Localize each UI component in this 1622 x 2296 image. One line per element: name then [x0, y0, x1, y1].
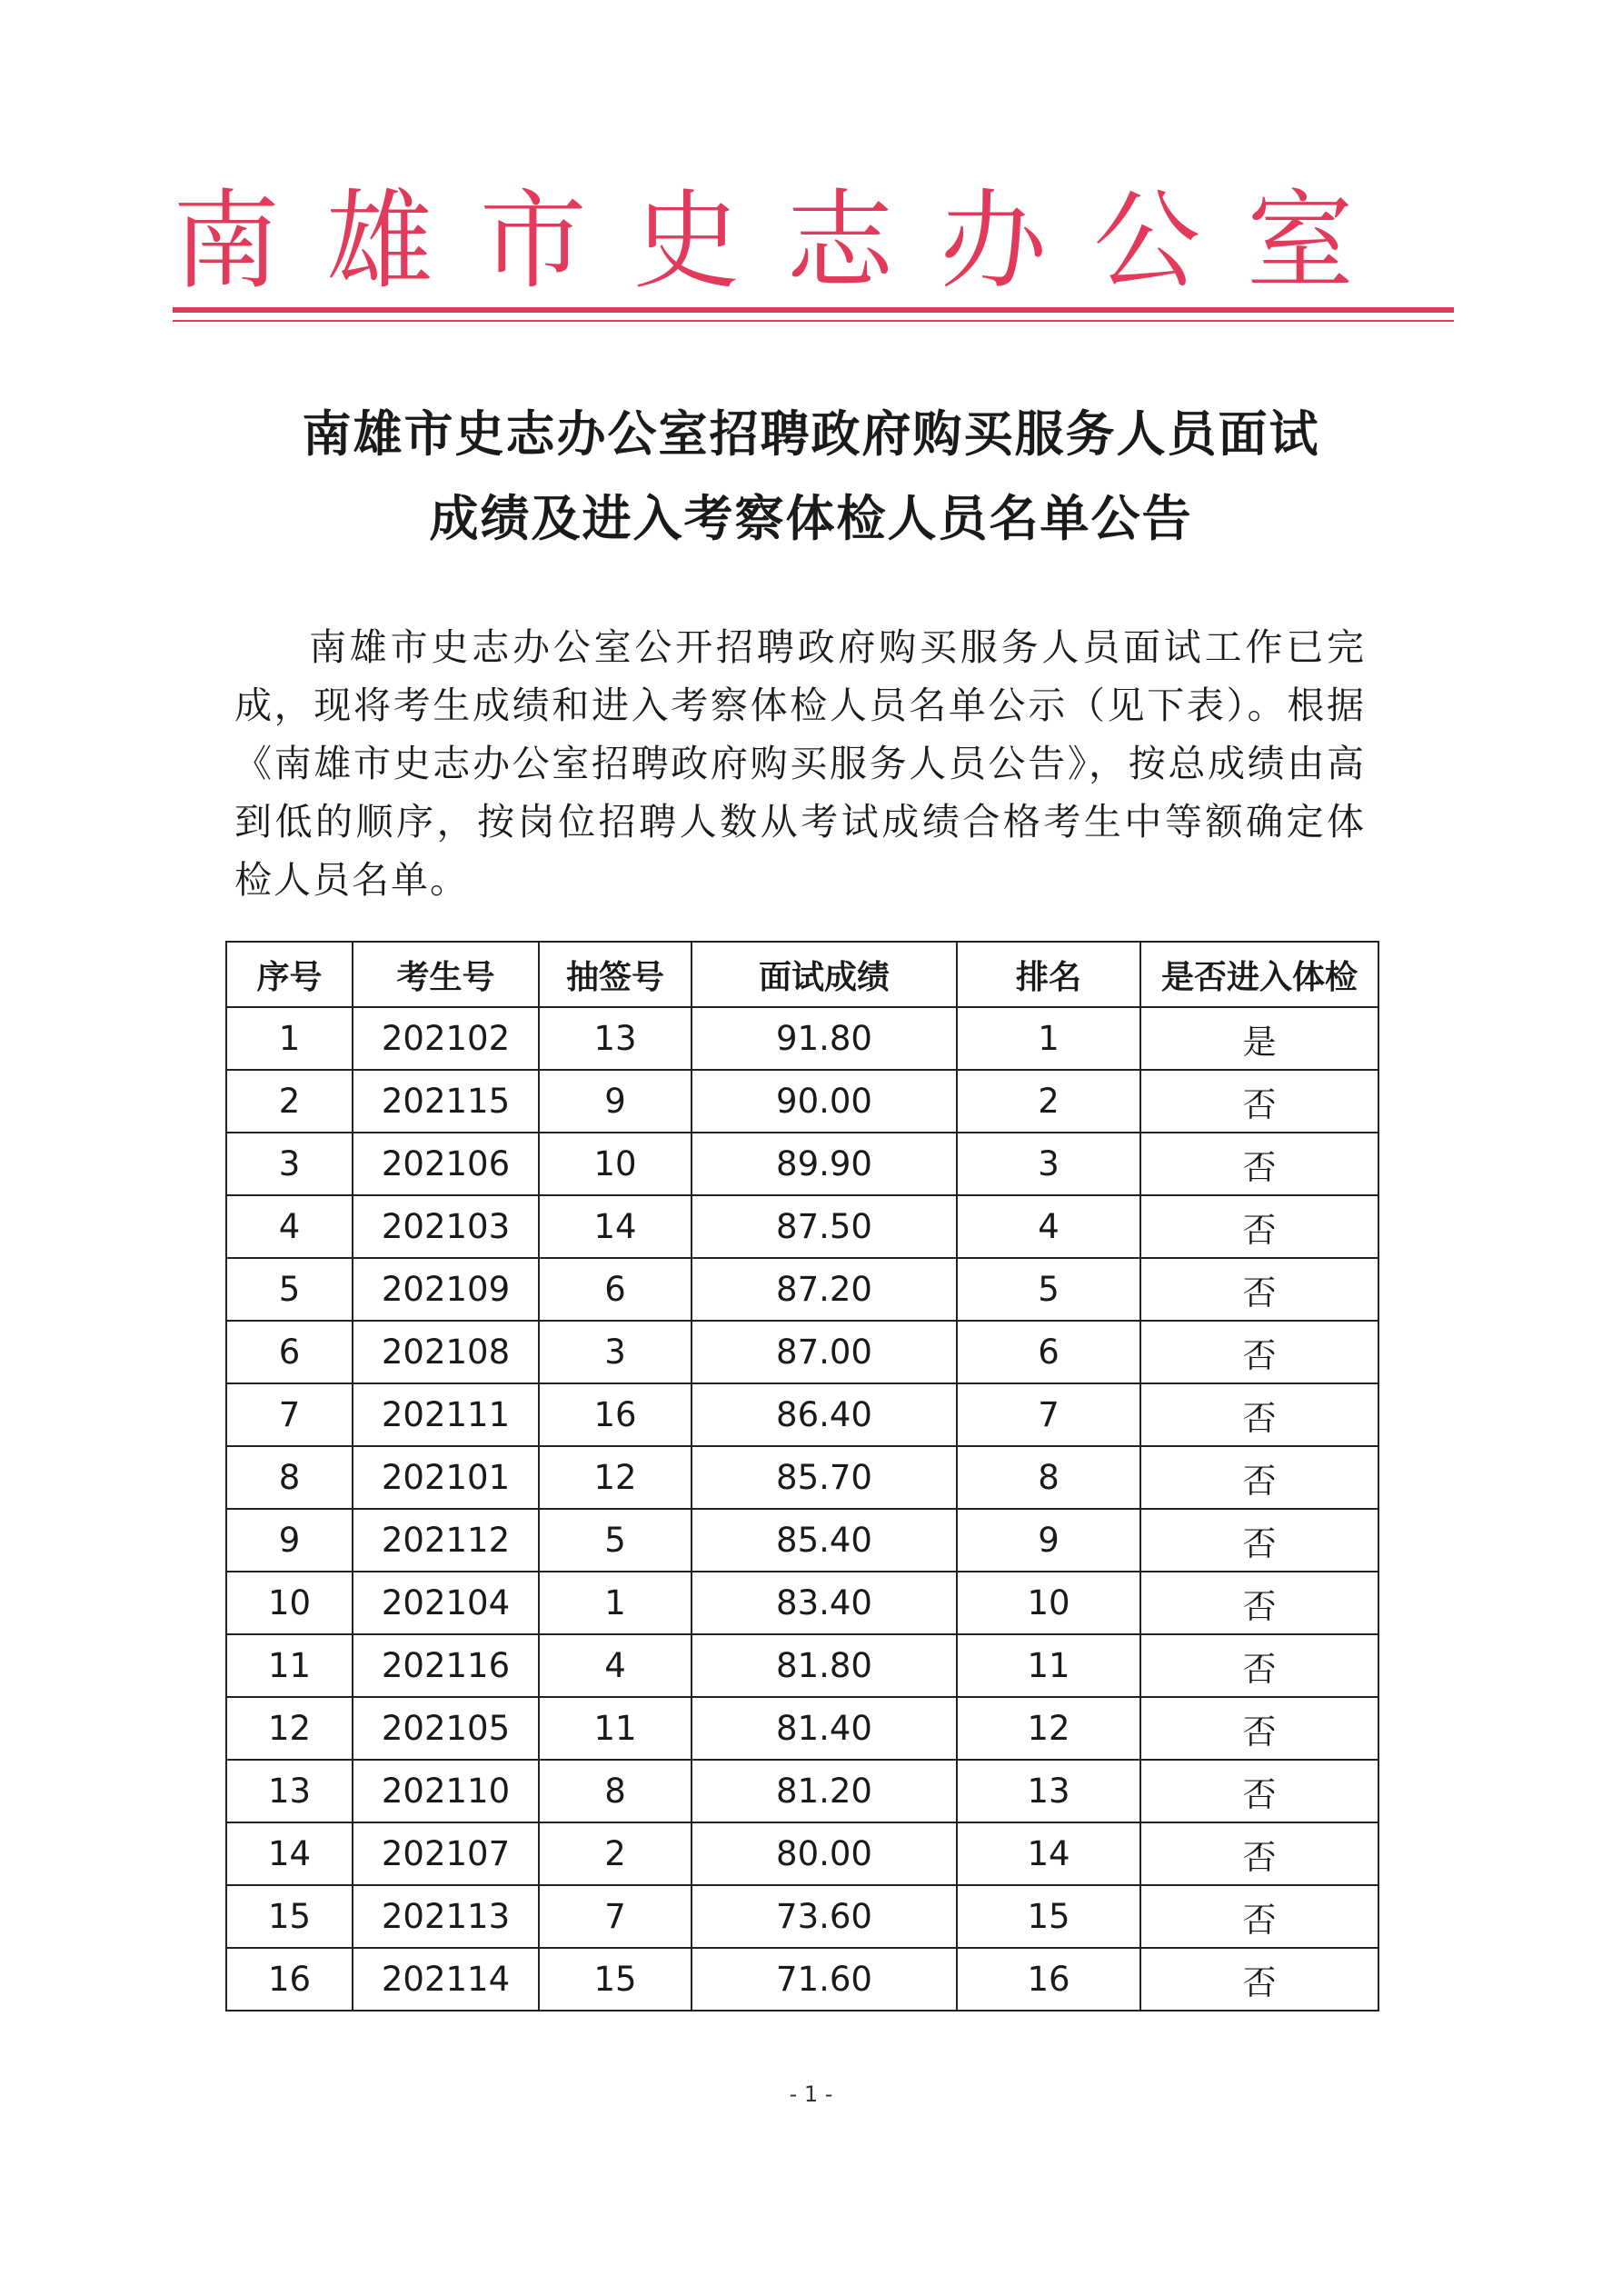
col-candidate-no-cell: 202111: [353, 1383, 539, 1446]
table-row: [226, 1070, 1378, 1133]
col-seq-cell: 6: [226, 1321, 353, 1383]
col-seq-cell: 7: [226, 1383, 353, 1446]
letterhead-char: 办: [940, 178, 1048, 304]
col-draw-no-cell: 6: [539, 1258, 692, 1321]
col-rank-cell: 7: [957, 1383, 1140, 1446]
col-draw-no-cell: 16: [539, 1383, 692, 1446]
col-draw-no-cell: 7: [539, 1885, 692, 1948]
letterhead-char: 南: [173, 178, 281, 304]
table-row: [226, 1509, 1378, 1572]
table-row: [226, 1258, 1378, 1321]
notice-title-line-1: 南雄市史志办公室招聘政府购买服务人员面试: [302, 405, 1320, 463]
col-candidate-no-cell: 202112: [353, 1509, 539, 1572]
col-draw-no-cell: 14: [539, 1195, 692, 1258]
col-draw-no-cell: 5: [539, 1509, 692, 1572]
col-interview-score-header: 面试成绩: [692, 942, 957, 1007]
col-interview-score-cell: 90.00: [692, 1070, 957, 1133]
col-candidate-no-cell: 202108: [353, 1321, 539, 1383]
col-interview-score-cell: 83.40: [692, 1572, 957, 1634]
col-seq-header: 序号: [226, 942, 353, 1007]
col-interview-score-cell: 80.00: [692, 1822, 957, 1885]
col-rank-cell: 12: [957, 1697, 1140, 1760]
col-draw-no-cell: 3: [539, 1321, 692, 1383]
col-rank-cell: 1: [957, 1007, 1140, 1070]
col-seq-cell: 14: [226, 1822, 353, 1885]
col-draw-no-cell: 10: [539, 1133, 692, 1195]
col-seq-cell: 4: [226, 1195, 353, 1258]
col-candidate-no-cell: 202103: [353, 1195, 539, 1258]
col-draw-no-cell: 2: [539, 1822, 692, 1885]
col-interview-score-cell: 87.00: [692, 1321, 957, 1383]
letterhead-char: 志: [786, 178, 894, 304]
table-row: [226, 1133, 1378, 1195]
table-row: [226, 1572, 1378, 1634]
col-rank-cell: 9: [957, 1509, 1140, 1572]
col-interview-score-cell: 91.80: [692, 1007, 957, 1070]
col-interview-score-cell: 71.60: [692, 1948, 957, 2011]
col-physical-exam-cell: 否: [1140, 1634, 1378, 1697]
col-candidate-no-cell: 202110: [353, 1760, 539, 1822]
notice-body: [234, 618, 1366, 909]
table-row: [226, 1446, 1378, 1509]
page-number: - 1 -: [789, 2081, 833, 2107]
table-row: [226, 1885, 1378, 1948]
col-physical-exam-cell: 是: [1140, 1007, 1378, 1070]
col-physical-exam-cell: 否: [1140, 1321, 1378, 1383]
col-rank-cell: 15: [957, 1885, 1140, 1948]
table-row: [226, 1948, 1378, 2011]
col-seq-cell: 15: [226, 1885, 353, 1948]
col-interview-score-cell: 87.20: [692, 1258, 957, 1321]
col-physical-exam-cell: 否: [1140, 1822, 1378, 1885]
col-seq-cell: 9: [226, 1509, 353, 1572]
interview-score-table: [225, 941, 1379, 2011]
notice-body-paragraph: 南雄市史志办公室公开招聘政府购买服务人员面试工作已完成，现将考生成绩和进入考察体检人员名单公示（见下表）。根据《南雄市史志办公室招聘政府购买服务人员公告》，按总成绩由高到低的顺序，按岗位招聘人数从考试成绩合格考生中等额确定体检人员名单。: [234, 625, 1366, 902]
col-draw-no-cell: 12: [539, 1446, 692, 1509]
col-draw-no-cell: 4: [539, 1634, 692, 1697]
col-candidate-no-cell: 202106: [353, 1133, 539, 1195]
col-candidate-no-cell: 202109: [353, 1258, 539, 1321]
col-seq-cell: 2: [226, 1070, 353, 1133]
col-physical-exam-cell: 否: [1140, 1697, 1378, 1760]
col-interview-score-cell: 85.70: [692, 1446, 957, 1509]
col-physical-exam-cell: 否: [1140, 1885, 1378, 1948]
col-physical-exam-cell: 否: [1140, 1760, 1378, 1822]
col-draw-no-header: 抽签号: [539, 942, 692, 1007]
letterhead-char: 雄: [325, 178, 433, 304]
col-seq-cell: 13: [226, 1760, 353, 1822]
letterhead-char: 史: [632, 178, 741, 304]
col-physical-exam-cell: 否: [1140, 1446, 1378, 1509]
col-seq-cell: 1: [226, 1007, 353, 1070]
col-seq-cell: 8: [226, 1446, 353, 1509]
table-row: [226, 1321, 1378, 1383]
col-rank-cell: 11: [957, 1634, 1140, 1697]
col-draw-no-cell: 9: [539, 1070, 692, 1133]
col-seq-cell: 12: [226, 1697, 353, 1760]
col-seq-cell: 16: [226, 1948, 353, 2011]
letterhead-char: 室: [1246, 178, 1354, 304]
table-row: [226, 1822, 1378, 1885]
col-interview-score-cell: 81.20: [692, 1760, 957, 1822]
col-draw-no-cell: 15: [539, 1948, 692, 2011]
col-rank-cell: 16: [957, 1948, 1140, 2011]
col-candidate-no-cell: 202116: [353, 1634, 539, 1697]
col-rank-cell: 8: [957, 1446, 1140, 1509]
col-physical-exam-cell: 否: [1140, 1383, 1378, 1446]
col-seq-cell: 11: [226, 1634, 353, 1697]
col-physical-exam-cell: 否: [1140, 1133, 1378, 1195]
col-candidate-no-cell: 202104: [353, 1572, 539, 1634]
col-rank-cell: 3: [957, 1133, 1140, 1195]
col-rank-cell: 6: [957, 1321, 1140, 1383]
col-rank-header: 排名: [957, 942, 1140, 1007]
table-row: [226, 1195, 1378, 1258]
col-draw-no-cell: 13: [539, 1007, 692, 1070]
col-draw-no-cell: 1: [539, 1572, 692, 1634]
col-interview-score-cell: 89.90: [692, 1133, 957, 1195]
col-candidate-no-cell: 202101: [353, 1446, 539, 1509]
col-candidate-no-cell: 202105: [353, 1697, 539, 1760]
col-physical-exam-header: 是否进入体检: [1140, 942, 1378, 1007]
col-physical-exam-cell: 否: [1140, 1948, 1378, 2011]
col-physical-exam-cell: 否: [1140, 1258, 1378, 1321]
table-row: [226, 1383, 1378, 1446]
col-seq-cell: 3: [226, 1133, 353, 1195]
table-header-row: [226, 942, 1378, 1007]
col-physical-exam-cell: 否: [1140, 1195, 1378, 1258]
col-rank-cell: 5: [957, 1258, 1140, 1321]
letterhead-char: 公: [1093, 178, 1201, 304]
col-candidate-no-header: 考生号: [353, 942, 539, 1007]
col-candidate-no-cell: 202113: [353, 1885, 539, 1948]
col-rank-cell: 14: [957, 1822, 1140, 1885]
col-rank-cell: 4: [957, 1195, 1140, 1258]
col-interview-score-cell: 81.40: [692, 1697, 957, 1760]
letterhead-char: 市: [479, 178, 587, 304]
col-rank-cell: 13: [957, 1760, 1140, 1822]
table-row: [226, 1634, 1378, 1697]
col-physical-exam-cell: 否: [1140, 1509, 1378, 1572]
table-row: [226, 1007, 1378, 1070]
col-interview-score-cell: 73.60: [692, 1885, 957, 1948]
col-rank-cell: 2: [957, 1070, 1140, 1133]
col-candidate-no-cell: 202115: [353, 1070, 539, 1133]
col-candidate-no-cell: 202114: [353, 1948, 539, 2011]
letterhead-org-name: [173, 164, 1354, 304]
col-draw-no-cell: 8: [539, 1760, 692, 1822]
col-physical-exam-cell: 否: [1140, 1070, 1378, 1133]
letterhead-rule-thin: [173, 320, 1454, 322]
col-candidate-no-cell: 202107: [353, 1822, 539, 1885]
col-interview-score-cell: 81.80: [692, 1634, 957, 1697]
table-row: [226, 1760, 1378, 1822]
notice-title-line-2: 成绩及进入考察体检人员名单公告: [429, 490, 1193, 547]
col-seq-cell: 10: [226, 1572, 353, 1634]
col-rank-cell: 10: [957, 1572, 1140, 1634]
table-row: [226, 1697, 1378, 1760]
col-physical-exam-cell: 否: [1140, 1572, 1378, 1634]
col-interview-score-cell: 87.50: [692, 1195, 957, 1258]
col-interview-score-cell: 86.40: [692, 1383, 957, 1446]
col-draw-no-cell: 11: [539, 1697, 692, 1760]
col-seq-cell: 5: [226, 1258, 353, 1321]
letterhead-rule-thick: [173, 307, 1454, 313]
col-candidate-no-cell: 202102: [353, 1007, 539, 1070]
col-interview-score-cell: 85.40: [692, 1509, 957, 1572]
